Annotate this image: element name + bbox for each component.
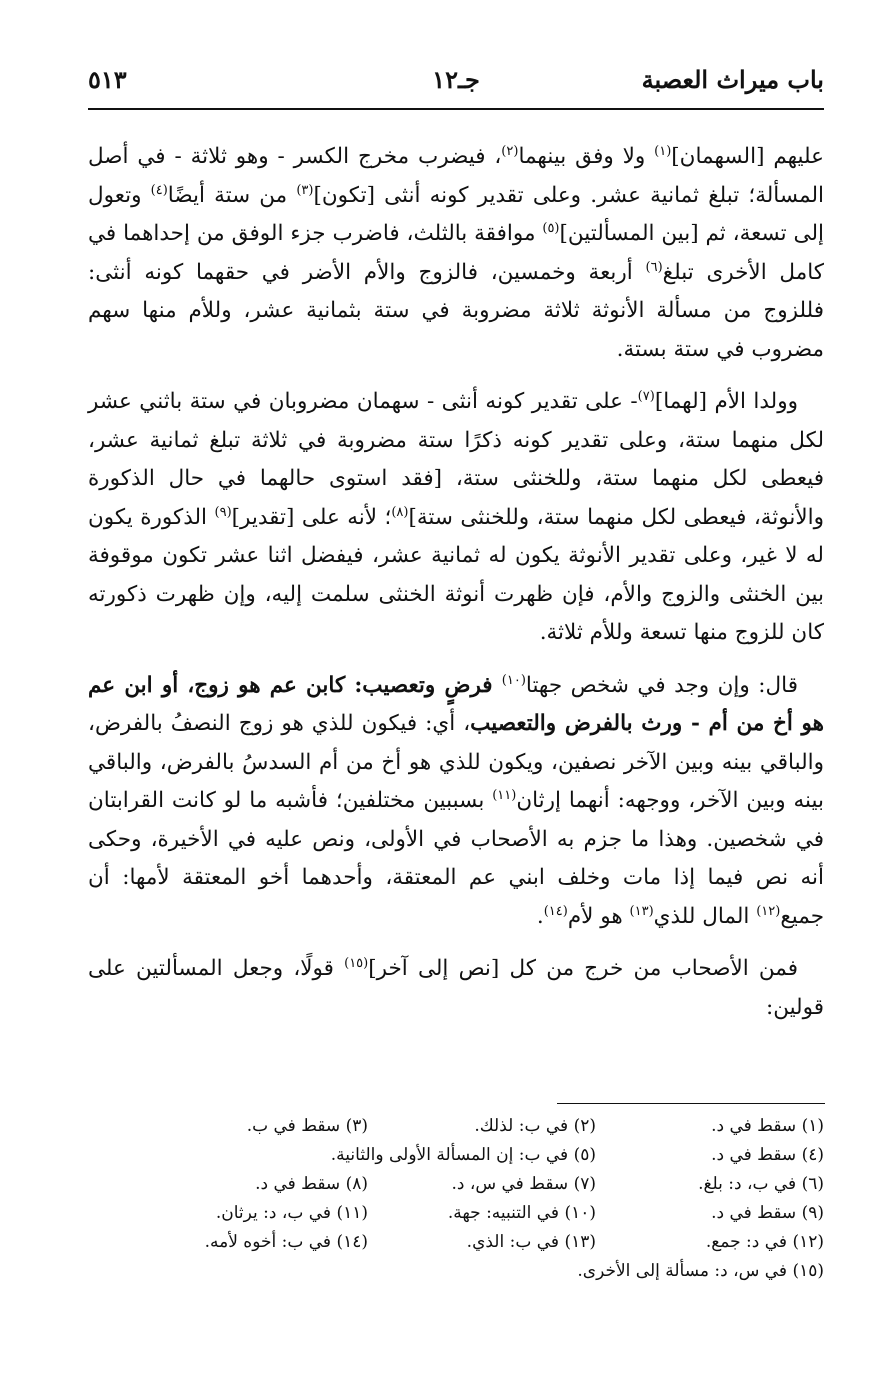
footnote: (٣) سقط في ب. xyxy=(246,1116,368,1136)
paragraph xyxy=(88,667,824,937)
footnote: (٥) في ب: إن المسألة الأولى والثانية. xyxy=(330,1145,596,1165)
footnote: (٨) سقط في د. xyxy=(255,1174,368,1194)
footnote-separator xyxy=(557,1103,825,1104)
footnote-row xyxy=(140,1141,824,1170)
text-run: ؛ لأنه على [تقدير] xyxy=(231,504,392,530)
footnote: (١) سقط في د. xyxy=(711,1116,824,1136)
main-text xyxy=(88,138,824,1041)
footnote-marker: (١٥) xyxy=(344,955,369,971)
paragraph xyxy=(88,950,824,1027)
text-run: بسببين مختلفين؛ فأشبه ما لو كانت القرابتان في شخصين. وهذا ما جزم به الأصحاب في الأولى، ونص عليه في الأخيرة، وحكى أنه نص فيما إذا مات وخلف ابني عم المعتقة، وأحدهما أخو المعتقة لأمها: أن جميع xyxy=(88,788,824,929)
footnote: (١٥) في س، د: مسألة إلى الأخرى. xyxy=(577,1261,824,1281)
footnotes xyxy=(140,1112,824,1286)
footnote: (٤) سقط في د. xyxy=(711,1145,824,1165)
footnote-marker: (٦) xyxy=(645,259,663,275)
footnote: (١١) في ب، د: يرثان. xyxy=(215,1203,368,1223)
footnote-marker: (٧) xyxy=(637,388,655,404)
text-run: قولًا، وجعل المسألتين على قولين: xyxy=(88,956,824,1020)
text-run: عليهم [السهمان] xyxy=(671,144,824,169)
text-run: فمن الأصحاب من خرج من كل [نص إلى آخر] xyxy=(368,956,798,981)
footnote-marker: (٤) xyxy=(150,182,168,198)
paragraph xyxy=(88,138,824,369)
text-run: المال للذي xyxy=(653,903,757,929)
text-run: أربعة وخمسين، فالزوج والأم الأضر في حقهما كونه أنثى: فللزوج من مسألة الأنوثة ثلاثة مضروبة في ستة بثمانية عشر، وللأم منها سهم مضروب في ستة بستة. xyxy=(88,259,824,362)
footnote: (١٠) في التنبيه: جهة. xyxy=(447,1203,596,1223)
footnote: (١٣) في ب: الذي. xyxy=(466,1232,596,1252)
footnote-row xyxy=(140,1112,824,1141)
footnote: (٩) سقط في د. xyxy=(711,1203,824,1223)
text-run: ولا وفق بينهما xyxy=(518,144,655,169)
footnote-marker: (١١) xyxy=(492,787,517,803)
page-number: ٥١٣ xyxy=(88,65,127,94)
text-run: ، فيضرب مخرج الكسر - وهو ثلاثة - في أصل المسألة؛ تبلغ ثمانية عشر. وعلى تقدير كونه أنثى [تكون] xyxy=(88,144,824,208)
paragraph xyxy=(88,383,824,653)
footnote-marker: (١٣) xyxy=(629,903,654,919)
footnote-row xyxy=(140,1228,824,1257)
footnote: (٧) سقط في س، د. xyxy=(451,1174,596,1194)
footnote-marker: (١) xyxy=(654,143,672,159)
footnote-marker: (٨) xyxy=(391,504,409,520)
footnote-row xyxy=(140,1170,824,1199)
running-header xyxy=(88,62,824,98)
volume-label: جـ١٢ xyxy=(432,65,480,94)
header-rule xyxy=(88,108,824,110)
text-run: ، أي: فيكون للذي هو زوج النصفُ بالفرض، والباقي بينه وبين الآخر نصفين، ويكون للذي هو أخ من أم السدسُ بالفرض، والباقي بينه وبين الآخر، ووجهه: أنهما إرثان xyxy=(88,711,824,813)
footnote-marker: (١٤) xyxy=(543,903,568,919)
bold-text: فرضٍ وتعصيب: كابن عم هو زوج، أو ابن عم هو أخ من أم - ورث بالفرض والتعصيب xyxy=(88,672,824,736)
text-run: هو لأم xyxy=(567,903,630,929)
footnote-marker: (٢) xyxy=(501,143,519,159)
footnote-marker: (١٠) xyxy=(501,672,526,688)
footnote: (١٢) في د: جمع. xyxy=(705,1232,824,1252)
footnote-marker: (٥) xyxy=(542,220,560,236)
footnote-row xyxy=(140,1199,824,1228)
footnote-marker: (١٢) xyxy=(756,903,781,919)
footnote: (١٤) في ب: أخوه لأمه. xyxy=(204,1232,368,1252)
text-run: - على تقدير كونه أنثى - سهمان مضروبان في ستة باثني عشر لكل منهما ستة، وعلى تقدير كونه ذكرًا ستة مضروبة في ثلاثة تبلغ ثمانية عشر، فيعطى لكل منهما ستة، وللخنثى ستة، [فقد استوى حالهما في حال الذكورة والأنوثة، فيعطى لكل منهما ستة، وللخنثى ستة] xyxy=(88,389,824,530)
text-run: قال: وإن وجد في شخص جهتا xyxy=(525,672,798,698)
footnote-marker: (٩) xyxy=(214,504,232,520)
footnote: (٦) في ب، د: بلغ. xyxy=(698,1174,824,1194)
text-run: الذكورة يكون له لا غير، وعلى تقدير الأنوثة يكون له ثمانية عشر، فيفضل اثنا عشر تكون موقوفة بين الخنثى والزوج والأم، فإن ظهرت أنوثة الخنثى سلمت إليه، وإن ظهرت ذكورته كان للزوج منها تسعة وللأم ثلاثة. xyxy=(88,504,824,645)
text-run: وولدا الأم [لهما] xyxy=(654,389,798,414)
text-run: من ستة أيضًا xyxy=(167,182,297,208)
text-run: . xyxy=(536,903,544,929)
footnote-marker: (٣) xyxy=(296,182,314,198)
text-run: وتعول إلى تسعة، ثم [بين المسألتين] xyxy=(88,182,824,246)
footnote: (٢) في ب: لذلك. xyxy=(474,1116,596,1136)
text-run: موافقة بالثلث، فاضرب جزء الوفق من إحداهما في كامل الأخرى تبلغ xyxy=(88,221,824,285)
chapter-title: باب ميراث العصبة xyxy=(641,65,824,94)
footnote-row xyxy=(140,1257,824,1286)
